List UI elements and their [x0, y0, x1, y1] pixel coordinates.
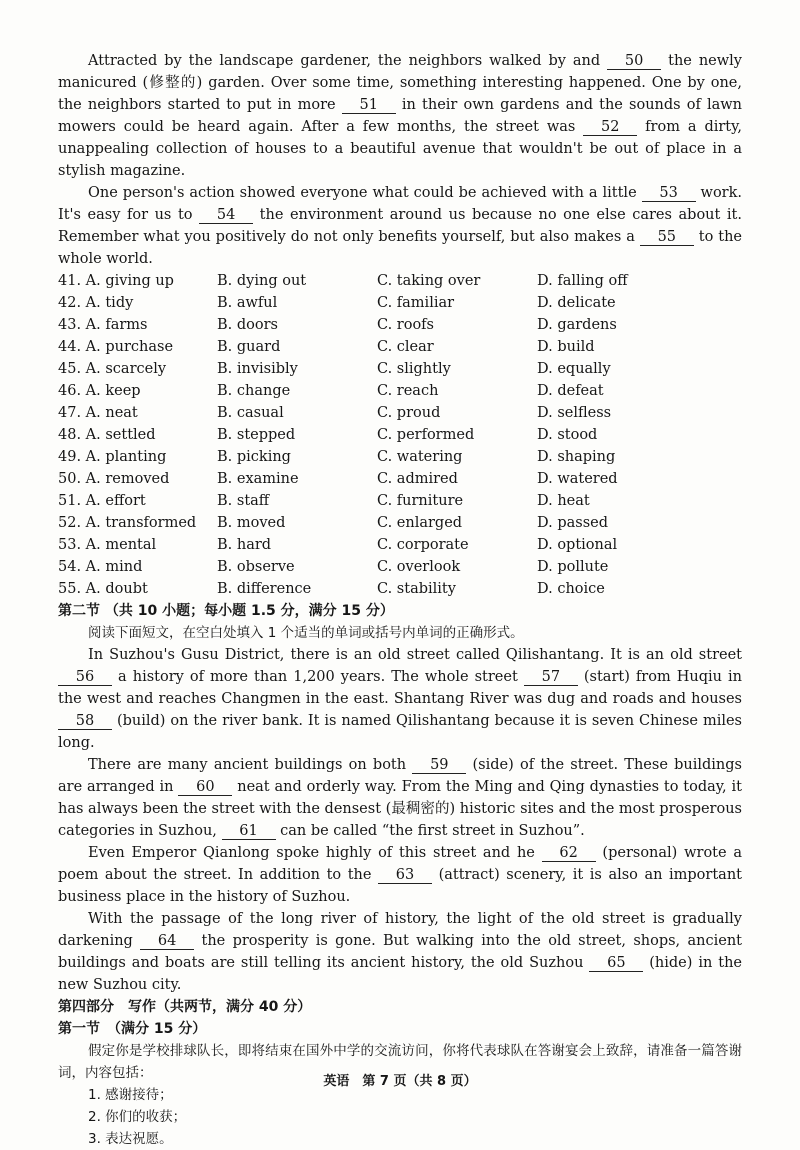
- section2-heading: 第二节 （共 10 小题；每小题 1.5 分，满分 15 分）: [58, 603, 394, 619]
- requirement-item: 3. 表达祝愿。: [88, 1131, 173, 1147]
- option-c[interactable]: C. admired: [377, 471, 458, 487]
- option-row: [58, 512, 742, 534]
- option-d[interactable]: D. heat: [537, 493, 590, 509]
- blank-61[interactable]: 61: [222, 823, 276, 840]
- passage1-paragraph1: [58, 50, 742, 182]
- option-c[interactable]: C. proud: [377, 405, 441, 421]
- option-c[interactable]: C. roofs: [377, 317, 434, 333]
- option-d[interactable]: D. build: [537, 339, 595, 355]
- option-c[interactable]: C. overlook: [377, 559, 461, 575]
- passage-text: (attract) scenery, it is also an important business place in the history of Suzhou.: [58, 867, 742, 905]
- option-d[interactable]: D. defeat: [537, 383, 604, 399]
- blank-50[interactable]: 50: [607, 53, 661, 70]
- option-d[interactable]: D. selfless: [537, 405, 612, 421]
- blank-55[interactable]: 55: [640, 229, 694, 246]
- option-b[interactable]: B. difference: [217, 581, 312, 597]
- option-b[interactable]: B. moved: [217, 515, 286, 531]
- option-c[interactable]: C. performed: [377, 427, 475, 443]
- blank-63[interactable]: 63: [378, 867, 432, 884]
- option-row: [58, 380, 742, 402]
- passage-text: (hide) in the new Suzhou city.: [58, 955, 742, 993]
- option-a[interactable]: 52. A. transformed: [58, 515, 197, 531]
- option-row: [58, 336, 742, 358]
- passage1-paragraph2: [58, 182, 742, 270]
- option-c[interactable]: C. enlarged: [377, 515, 463, 531]
- option-b[interactable]: B. picking: [217, 449, 291, 465]
- passage-text: to the whole world.: [58, 229, 742, 267]
- part4-subheading: 第一节 （满分 15 分）: [58, 1021, 207, 1037]
- option-b[interactable]: B. invisibly: [217, 361, 298, 377]
- option-a[interactable]: 41. A. giving up: [58, 273, 174, 289]
- option-b[interactable]: B. awful: [217, 295, 278, 311]
- passage2-paragraph2: [58, 754, 742, 842]
- passage-text: work. It's easy for us to: [58, 185, 743, 223]
- option-row: [58, 270, 742, 292]
- option-d[interactable]: D. gardens: [537, 317, 617, 333]
- option-d[interactable]: D. pollute: [537, 559, 609, 575]
- passage-text: from a dirty, unappealing collection of houses to a beautiful avenue that wouldn't be out of place in a stylish magazine.: [58, 119, 742, 179]
- option-a[interactable]: 50. A. removed: [58, 471, 170, 487]
- passage-text: (personal) wrote a poem about the street. In addition to the: [58, 845, 742, 883]
- option-row: [58, 446, 742, 468]
- option-b[interactable]: B. doors: [217, 317, 278, 333]
- passage-text: the environment around us because no one else cares about it. Remember what you positively do not only benefits yourself, but also makes a: [58, 207, 742, 245]
- option-c[interactable]: C. slightly: [377, 361, 451, 377]
- option-a[interactable]: 48. A. settled: [58, 427, 156, 443]
- passage-text: the newly manicured (修整的) garden. Over some time, something interesting happened. One by one, the neighbors started to put in more: [58, 53, 742, 113]
- option-c[interactable]: C. taking over: [377, 273, 481, 289]
- option-row: [58, 534, 742, 556]
- option-a[interactable]: 53. A. mental: [58, 537, 157, 553]
- passage2-paragraph3: [58, 842, 742, 908]
- option-b[interactable]: B. hard: [217, 537, 272, 553]
- blank-54[interactable]: 54: [199, 207, 253, 224]
- page-footer: 英语 第 7 页（共 8 页）: [323, 1074, 477, 1089]
- option-d[interactable]: D. choice: [537, 581, 605, 597]
- option-row: [58, 402, 742, 424]
- option-a[interactable]: 45. A. scarcely: [58, 361, 167, 377]
- part4-heading: 第四部分 写作（共两节，满分 40 分）: [58, 999, 312, 1015]
- blank-57[interactable]: 57: [524, 669, 578, 686]
- section2-instruction: 阅读下面短文，在空白处填入 1 个适当的单词或括号内单词的正确形式。: [88, 625, 524, 641]
- option-a[interactable]: 42. A. tidy: [58, 295, 134, 311]
- blank-62[interactable]: 62: [542, 845, 596, 862]
- option-c[interactable]: C. reach: [377, 383, 439, 399]
- option-c[interactable]: C. furniture: [377, 493, 464, 509]
- option-a[interactable]: 49. A. planting: [58, 449, 167, 465]
- option-b[interactable]: B. staff: [217, 493, 270, 509]
- option-c[interactable]: C. corporate: [377, 537, 469, 553]
- blank-60[interactable]: 60: [178, 779, 232, 796]
- option-a[interactable]: 44. A. purchase: [58, 339, 174, 355]
- blank-65[interactable]: 65: [589, 955, 643, 972]
- passage-text: in their own gardens and the sounds of lawn mowers could be heard again. After a few months, the street was: [58, 97, 742, 135]
- option-a[interactable]: 54. A. mind: [58, 559, 143, 575]
- option-c[interactable]: C. clear: [377, 339, 434, 355]
- option-a[interactable]: 55. A. doubt: [58, 581, 148, 597]
- option-c[interactable]: C. familiar: [377, 295, 455, 311]
- writing-prompt: 假定你是学校排球队长，即将结束在国外中学的交流访问，你将代表球队在答谢宴会上致辞，请准备一篇答谢词，内容包括：: [58, 1043, 742, 1081]
- writing-requirements: [58, 1084, 742, 1150]
- blank-58[interactable]: 58: [58, 713, 112, 730]
- option-row: [58, 424, 742, 446]
- option-row: [58, 358, 742, 380]
- passage-text: There are many ancient buildings on both: [88, 757, 413, 773]
- passage-text: can be called “the first street in Suzhou”.: [275, 823, 585, 839]
- option-a[interactable]: 47. A. neat: [58, 405, 138, 421]
- option-a[interactable]: 51. A. effort: [58, 493, 146, 509]
- option-b[interactable]: B. casual: [217, 405, 284, 421]
- option-b[interactable]: B. stepped: [217, 427, 296, 443]
- blank-56[interactable]: 56: [58, 669, 112, 686]
- requirement-item: 2. 你们的收获；: [88, 1109, 187, 1125]
- passage-text: One person's action showed everyone what could be achieved with a little: [88, 185, 642, 201]
- option-b[interactable]: B. change: [217, 383, 291, 399]
- blank-51[interactable]: 51: [342, 97, 396, 114]
- option-b[interactable]: B. guard: [217, 339, 281, 355]
- passage-text: With the passage of the long river of history, the light of the old street is gradually darkening: [58, 911, 742, 949]
- option-row: [58, 578, 742, 600]
- passage-text: the prosperity is gone. But walking into the old street, shops, ancient buildings and boats are still telling its ancient history, the old Suzhou: [58, 933, 742, 971]
- option-d[interactable]: D. falling off: [537, 273, 628, 289]
- option-a[interactable]: 43. A. farms: [58, 317, 148, 333]
- passage-text: neat and orderly way. From the Ming and Qing dynasties to today, it has always been the street with the densest (最稠密的) historic sites and the most prosperous categories in Suzhou,: [58, 779, 742, 839]
- option-d[interactable]: D. passed: [537, 515, 608, 531]
- passage-text: In Suzhou's Gusu District, there is an old street called Qilishantang. It is an old street: [88, 647, 742, 663]
- option-d[interactable]: D. optional: [537, 537, 618, 553]
- option-c[interactable]: C. stability: [377, 581, 456, 597]
- passage-text: (side) of the street. These buildings are arranged in: [58, 757, 742, 795]
- option-row: [58, 468, 742, 490]
- passage-text: (build) on the river bank. It is named Qilishantang because it is seven Chinese miles long.: [58, 713, 742, 751]
- answer-options: [58, 270, 742, 600]
- option-c[interactable]: C. watering: [377, 449, 463, 465]
- passage-text: Attracted by the landscape gardener, the neighbors walked by and: [88, 53, 608, 69]
- option-a[interactable]: 46. A. keep: [58, 383, 141, 399]
- option-row: [58, 314, 742, 336]
- passage2-paragraph1: [58, 644, 742, 754]
- option-row: [58, 490, 742, 512]
- passage2-paragraph4: [58, 908, 742, 996]
- option-b[interactable]: B. examine: [217, 471, 299, 487]
- requirement-item: 1. 感谢接待；: [88, 1087, 173, 1103]
- passage-text: a history of more than 1,200 years. The whole street: [112, 669, 524, 685]
- option-d[interactable]: D. shaping: [537, 449, 616, 465]
- option-row: [58, 292, 742, 314]
- option-row: [58, 556, 742, 578]
- blank-53[interactable]: 53: [642, 185, 696, 202]
- option-d[interactable]: D. watered: [537, 471, 618, 487]
- blank-52[interactable]: 52: [583, 119, 637, 136]
- option-d[interactable]: D. delicate: [537, 295, 616, 311]
- passage-text: (start) from Huqiu in the west and reaches Changmen in the east. Shantang River was dug and roads and houses: [58, 669, 742, 707]
- option-d[interactable]: D. equally: [537, 361, 611, 377]
- option-b[interactable]: B. dying out: [217, 273, 307, 289]
- option-d[interactable]: D. stood: [537, 427, 598, 443]
- blank-59[interactable]: 59: [412, 757, 466, 774]
- passage-text: Even Emperor Qianlong spoke highly of this street and he: [88, 845, 542, 861]
- blank-64[interactable]: 64: [140, 933, 194, 950]
- option-b[interactable]: B. observe: [217, 559, 295, 575]
